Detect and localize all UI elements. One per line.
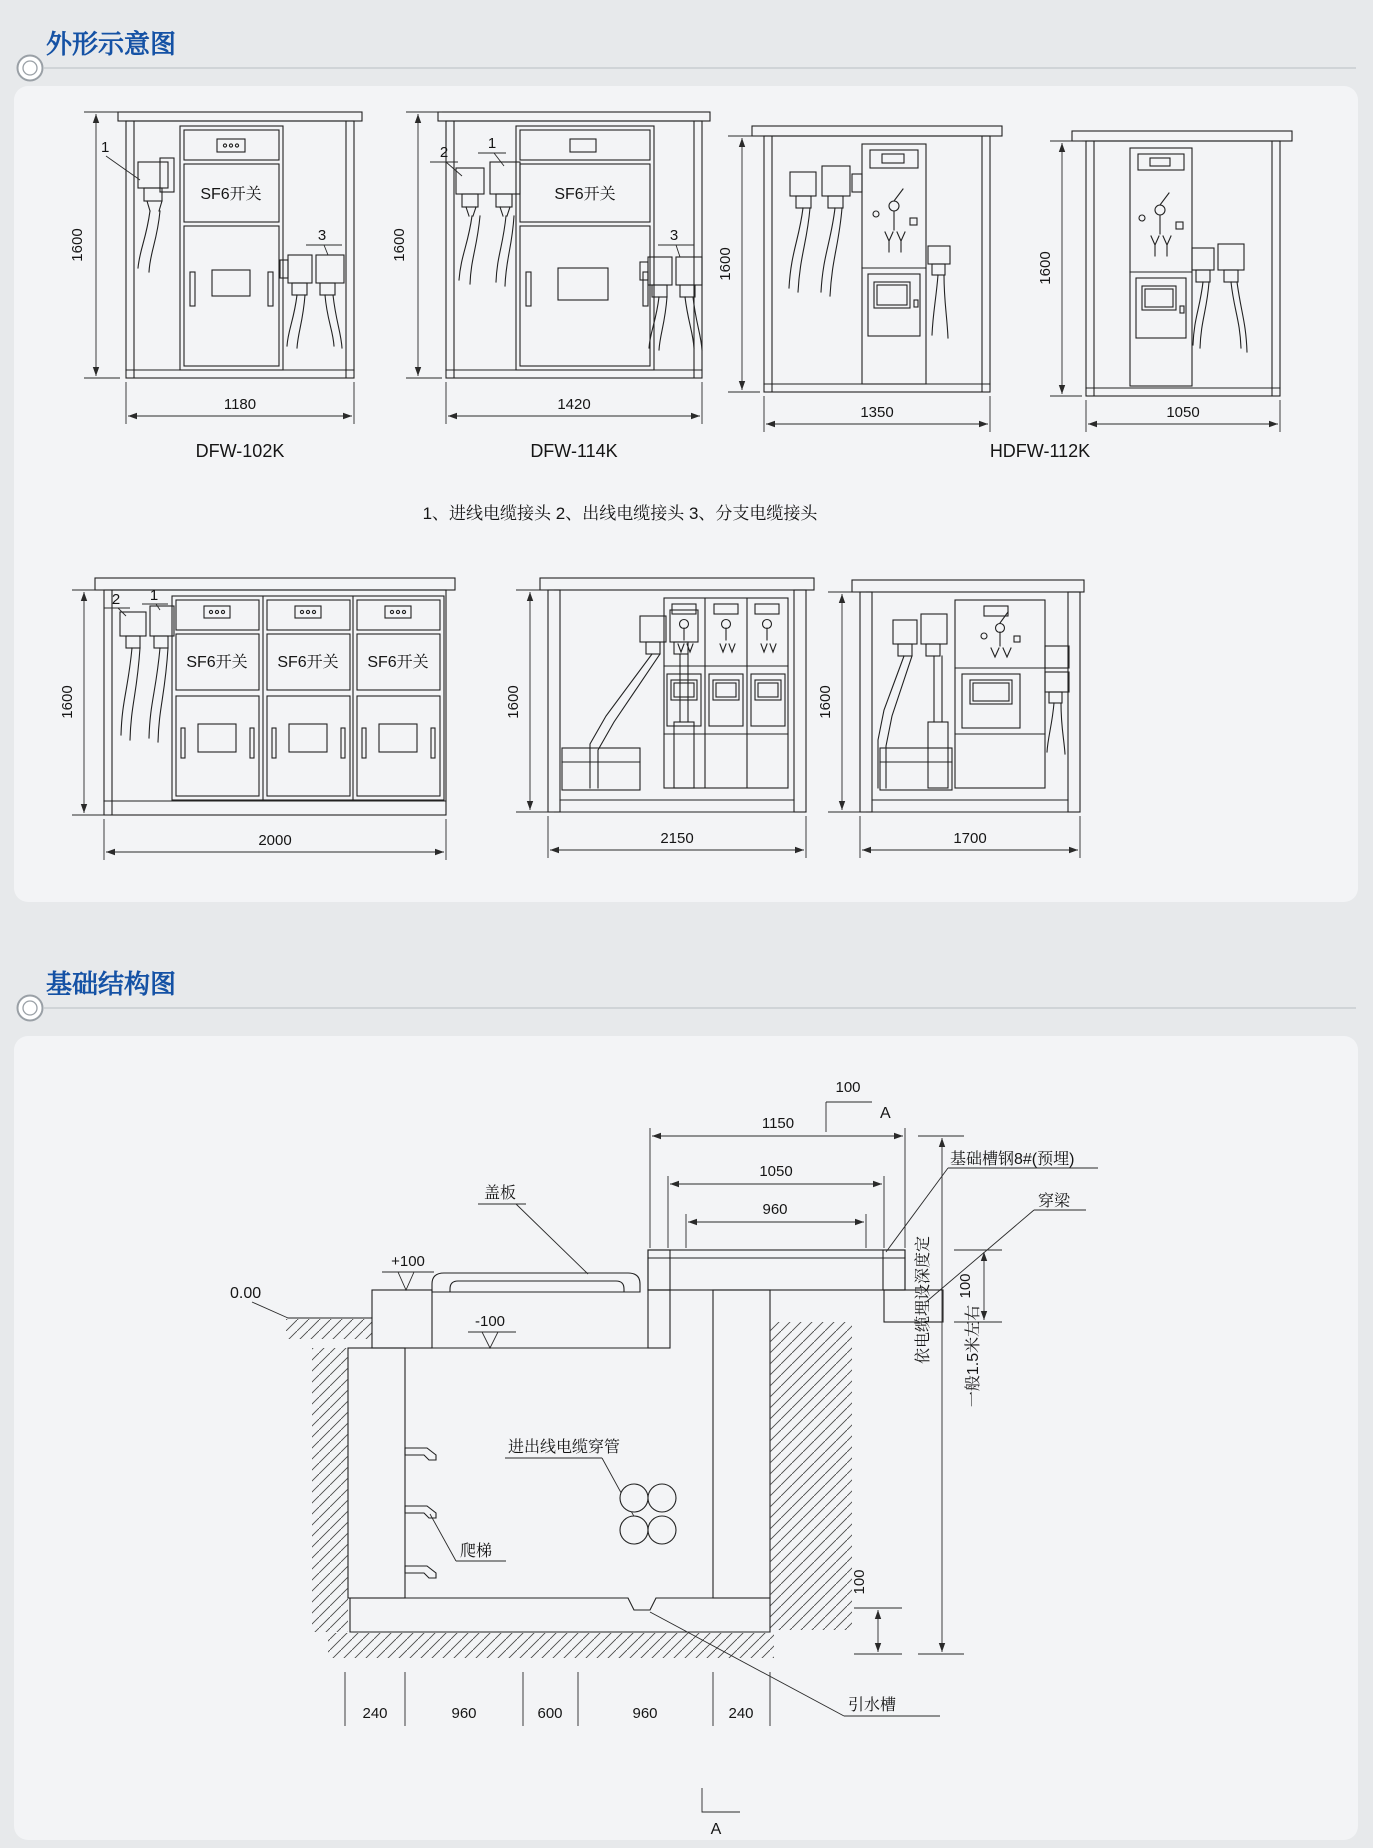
dim-height-r2a: 1600: [59, 685, 76, 719]
dim-width-d4: 1050: [1166, 404, 1200, 421]
dim-height-d2: 1600: [391, 228, 408, 262]
level-zero: 0.00: [230, 1285, 262, 1302]
dim-width-d3: 1350: [860, 404, 894, 421]
section-mark-a-bottom: A: [710, 1821, 722, 1838]
dim-height-r2b: 1600: [505, 685, 522, 719]
model-label-d3: HDFW-112K: [989, 441, 1091, 461]
dim-chain-240a: 240: [362, 1705, 388, 1722]
sf6-label-r2a: SF6开关: [186, 654, 248, 671]
earth-left: [312, 1348, 348, 1632]
callout-1-d2: 1: [487, 135, 497, 152]
sf6-label-d1: SF6开关: [200, 186, 262, 203]
dim-1150: 1150: [761, 1115, 795, 1132]
callout-3-d1: 3: [317, 227, 327, 244]
label-cover: 盖板: [483, 1185, 517, 1202]
model-label-d2: DFW-114K: [530, 441, 618, 461]
dim-height-d4: 1600: [1037, 251, 1054, 285]
dim-chain-960a: 960: [451, 1705, 477, 1722]
dim-height-r2c: 1600: [817, 685, 834, 719]
dim-chain-600: 600: [537, 1705, 563, 1722]
earth-right: [770, 1322, 852, 1630]
callout-2-d2: 2: [439, 144, 449, 161]
section-mark-a-top: A: [880, 1105, 891, 1122]
section1-title: 外形示意图: [46, 29, 177, 59]
earth-bottom: [328, 1633, 774, 1658]
level-minus-100: -100: [474, 1313, 506, 1330]
ground-hatch: [286, 1319, 372, 1339]
dim-width-r2c: 1700: [953, 830, 987, 847]
level-plus-100: +100: [391, 1253, 425, 1270]
dim-top-100: 100: [835, 1079, 861, 1096]
label-channel-steel: 基础槽钢8#(预埋): [950, 1151, 1075, 1168]
dim-chain-960b: 960: [632, 1705, 658, 1722]
dim-width-r2a: 2000: [258, 832, 292, 849]
callout-3-d2: 3: [669, 227, 679, 244]
note-depth-2: 一般1.5米左右: [965, 1304, 982, 1408]
dim-width-d1: 1180: [223, 396, 257, 413]
note-depth-1: 依电缆埋设深度定: [915, 1235, 932, 1365]
model-label-d1: DFW-102K: [195, 441, 285, 461]
label-drain: 引水槽: [848, 1697, 897, 1714]
dim-1050: 1050: [759, 1163, 793, 1180]
sf6-label-d2: SF6开关: [554, 186, 616, 203]
dim-chain-240b: 240: [728, 1705, 754, 1722]
callout-1-r2: 1: [149, 587, 159, 604]
label-ladder: 爬梯: [460, 1543, 493, 1560]
section2-title: 基础结构图: [46, 969, 177, 999]
label-beam: 穿梁: [1038, 1193, 1071, 1210]
dim-width-r2b: 2150: [660, 830, 694, 847]
sf6-label-r2b: SF6开关: [277, 654, 339, 671]
dim-floor-100: 100: [851, 1569, 868, 1595]
section2-panel: [14, 1036, 1358, 1840]
dim-960: 960: [762, 1201, 788, 1218]
callout-1-d1: 1: [101, 139, 110, 156]
dim-beam-100: 100: [957, 1273, 974, 1299]
label-duct: 进出线电缆穿管: [508, 1439, 621, 1456]
section1-panel: [14, 86, 1358, 902]
dim-width-d2: 1420: [557, 396, 591, 413]
callout-2-r2: 2: [111, 591, 121, 608]
legend-text: 1、进线电缆接头 2、出线电缆接头 3、分支电缆接头: [422, 504, 818, 523]
dim-height-d1: 1600: [69, 228, 86, 262]
sf6-label-r2c: SF6开关: [367, 654, 429, 671]
dim-height-d3: 1600: [717, 247, 734, 281]
